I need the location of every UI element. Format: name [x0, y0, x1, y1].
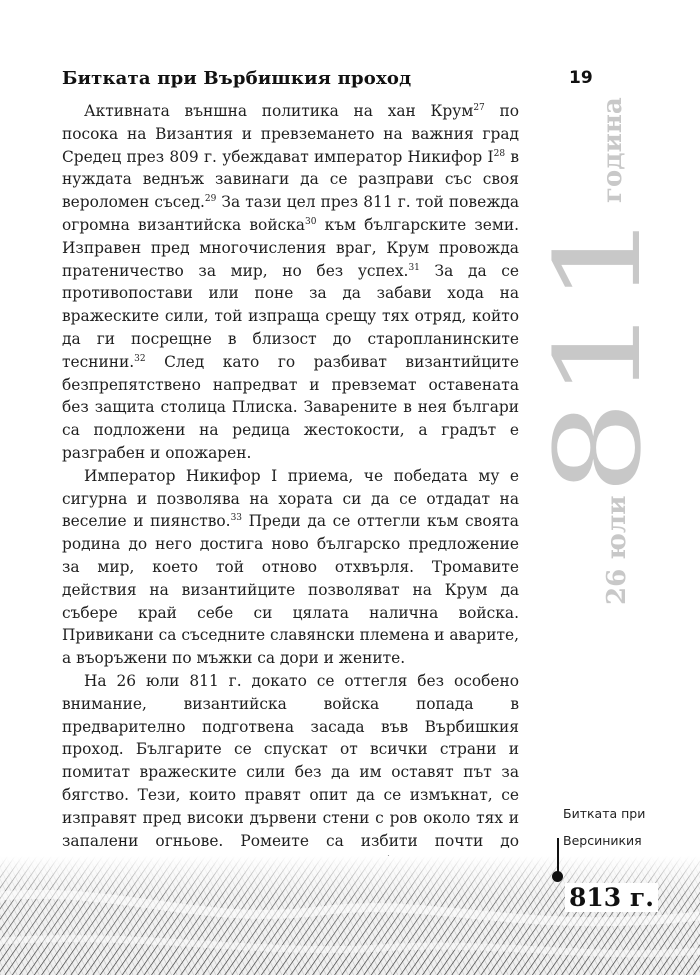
footer-texture — [0, 856, 700, 975]
sidebar-caption — [563, 800, 683, 854]
footnote-ref: 27 — [473, 103, 485, 113]
text-run: За тази цел през 811 г. той повежда огромна византийска войска — [62, 193, 520, 234]
footnote-ref: 31 — [408, 262, 420, 273]
footnote-ref: 32 — [134, 353, 146, 364]
text-run: Преди да се оттегли към своята родина до него достига ново българско предложение за мир, което той отново отхвърля. Тромавите действия на византийците позволяват на Крум да събере край себе си цялата налична войска. Привикани са съседните славянски племена и аварите, а въоръжени по мъжки са дори и жените. — [62, 512, 519, 668]
footnote-ref: 29 — [204, 194, 217, 205]
text-run: На 26 юли 811 г. докато се оттегля без особено внимание, византийска войска попада в предварително подготвена засада във Върбишкия проход. Българите се спускат от всички страни и помитат вражеските сили без да им оставят път за бягство. Тези, които правят опит да се измъкнат, се изправят пред високи дървени стени с ров около тях и запалени огньове. Ромеите са избити почти до — [62, 671, 519, 850]
footnote-ref: 30 — [305, 216, 317, 227]
chapter-title: Битката при Върбишкия проход — [62, 68, 412, 89]
date-year-big: 811 — [529, 269, 667, 495]
footnote-ref: 28 — [493, 148, 506, 159]
caption-line-2: Версиникия — [563, 833, 642, 848]
sidebar-year-label: 813 г. — [565, 883, 658, 912]
text-run: Активната външна политика на хан Крум — [84, 102, 474, 120]
vertical-date-svg — [529, 97, 667, 610]
page-number: 19 — [569, 68, 593, 88]
text-run: по посока на Византия и превземането на важния град Средец през 809 г. убеждават император Никифор I — [62, 102, 519, 166]
paragraph-1 — [62, 100, 519, 465]
caption-leader-line — [557, 838, 559, 874]
date-year-word: година — [598, 97, 628, 203]
paragraph-2 — [62, 465, 519, 670]
text-run: към българските земи. Изправен пред многочисления враг, Крум провожда пратеничество за мир, но без успех. — [62, 215, 520, 280]
main-text — [62, 100, 519, 966]
text-run: Император Никифор I приема, че победата му е сигурна и позволява на хората си да се отдадат на веселие и пиянство. — [62, 466, 519, 531]
caption-leader-dot — [552, 871, 563, 882]
footnote-ref: 33 — [230, 513, 243, 524]
footer-texture-svg — [0, 856, 700, 975]
caption-line-1: Битката при — [563, 806, 646, 821]
vertical-date-marker — [529, 97, 667, 610]
text-run: След като го разбиват византийците безпрепятствено напредват и превземат оставената без защита столица Плиска. Заварените в нея българи са подложени на редица жестокости, а градът е разграбен и опожарен. — [62, 352, 519, 462]
text-run: в нуждата веднъж завинаги да се разправи със своя вероломен съсед. — [62, 147, 520, 212]
date-day-month: 26 юли — [602, 495, 632, 605]
text-run: За да се противопостави или поне за да забави хода на вражеските сили, той изпраща срещу тях отряд, който да ги посрещне в близост до старопланинските теснини. — [62, 261, 519, 371]
